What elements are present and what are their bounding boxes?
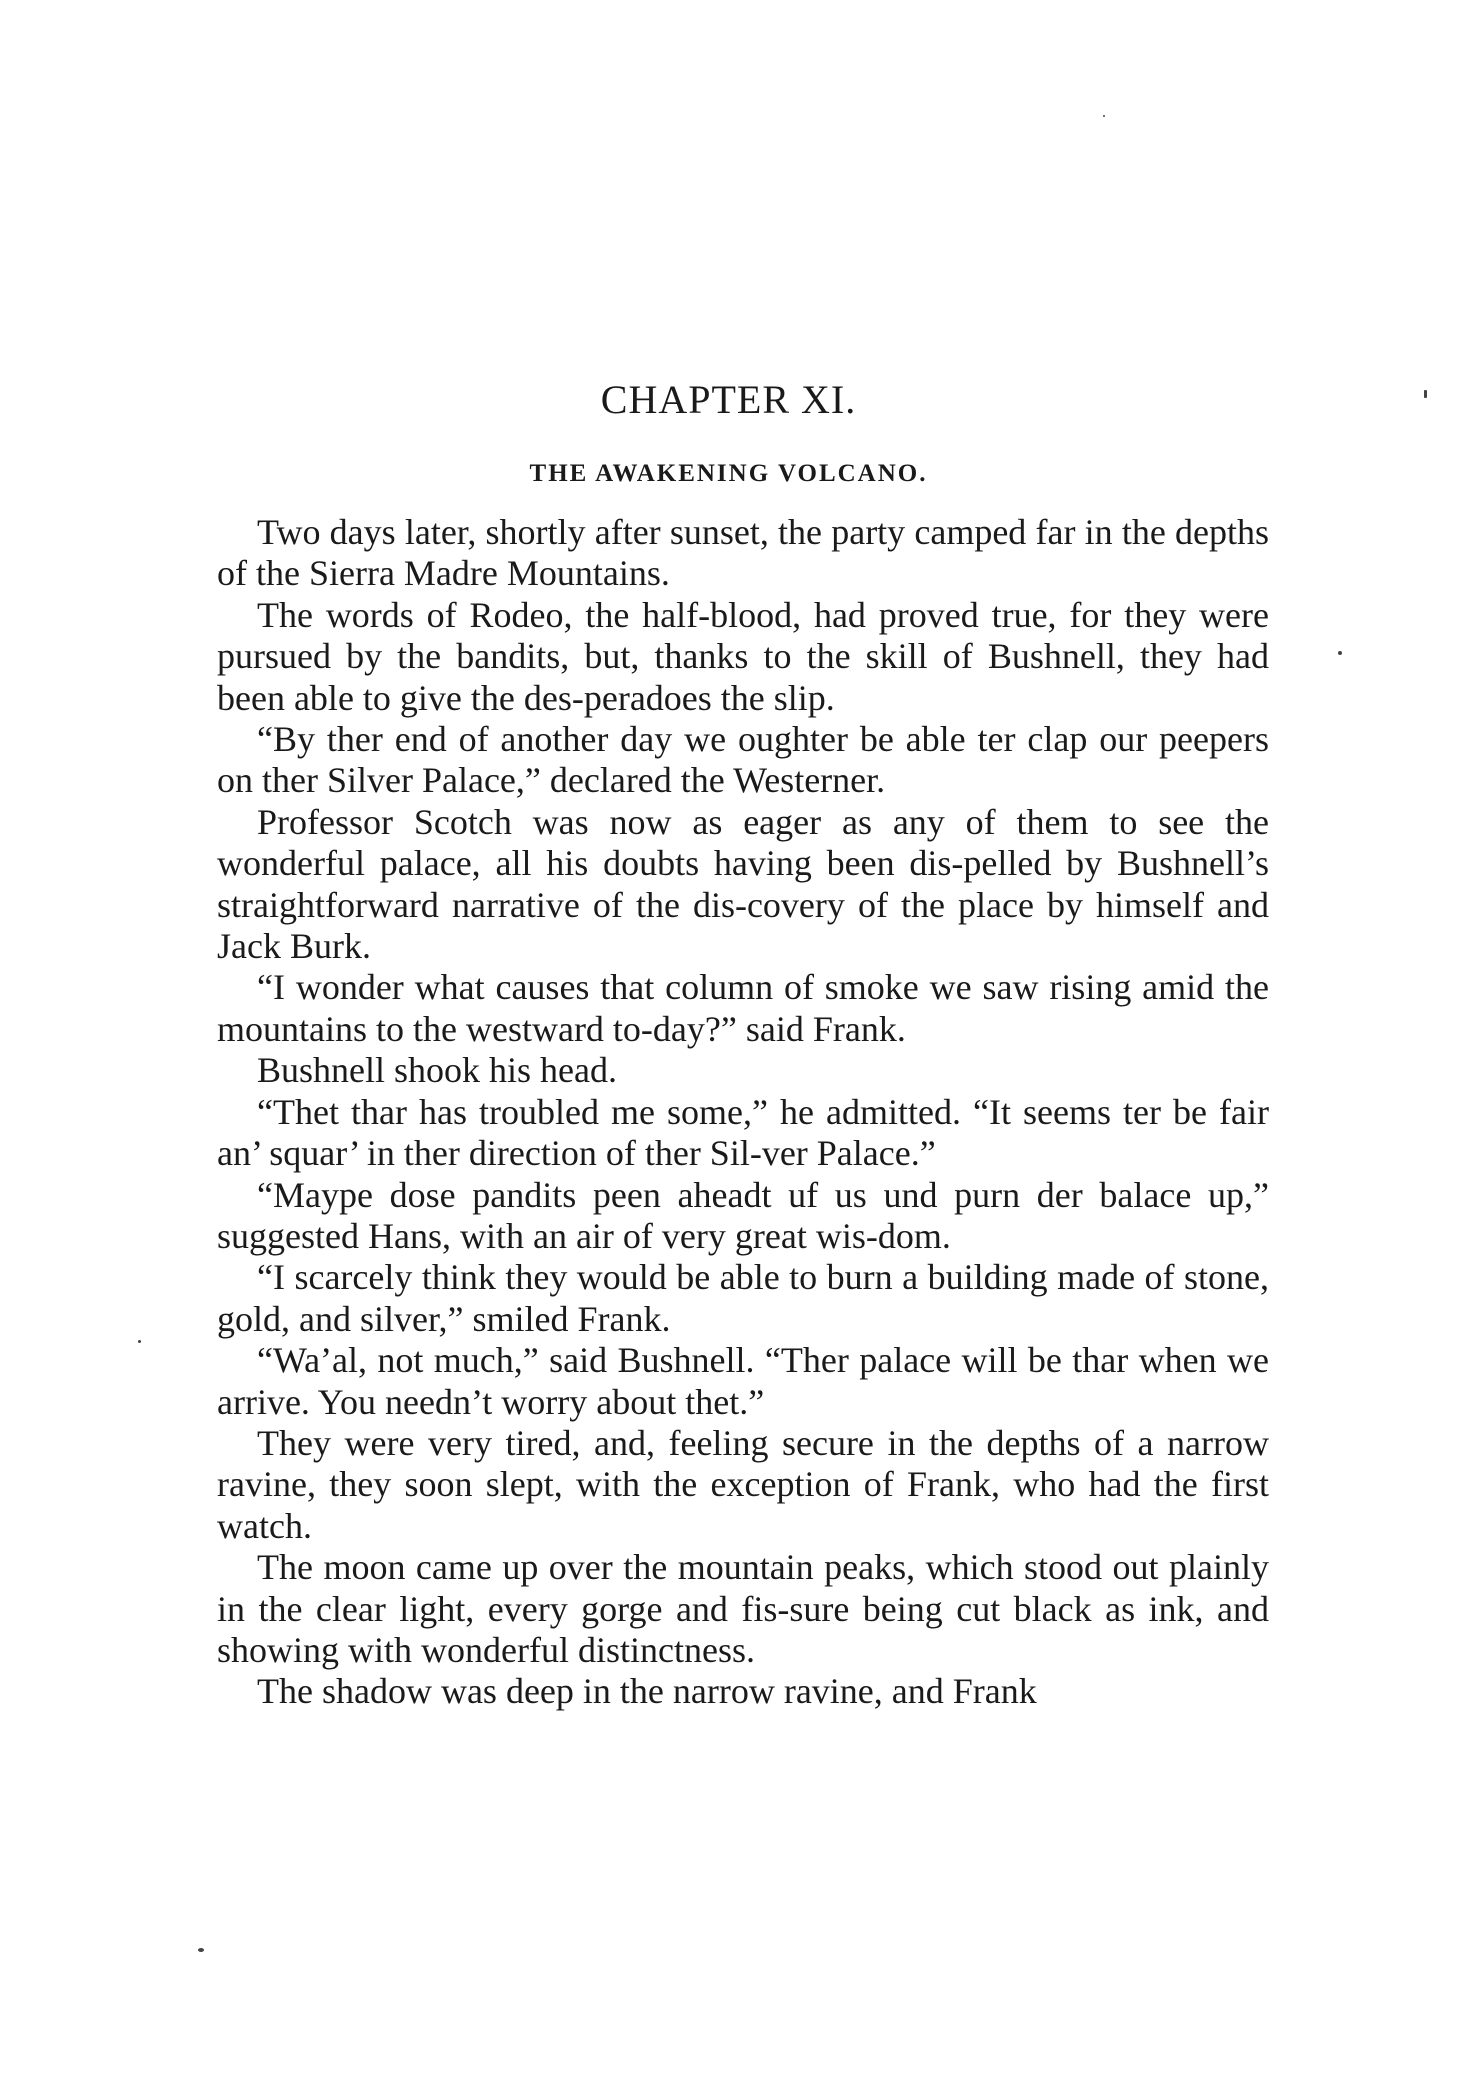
paragraph: The words of Rodeo, the half-blood, had proved true, for they were pursued by the bandits, but, thanks to the skill of Bushnell, they had been able to give the des-peradoes the slip. bbox=[217, 594, 1269, 718]
paragraph: “By ther end of another day we oughter be able ter clap our peepers on ther Silver Palace,” declared the Westerner. bbox=[217, 719, 1269, 801]
chapter-body bbox=[217, 512, 1269, 1713]
paragraph: “Wa’al, not much,” said Bushnell. “Ther palace will be thar when we arrive. You needn’t worry about thet.” bbox=[217, 1340, 1269, 1422]
paragraph: Two days later, shortly after sunset, the party camped far in the depths of the Sierra Madre Mountains. bbox=[217, 512, 1269, 594]
scan-speck bbox=[138, 1340, 141, 1343]
paragraph: Professor Scotch was now as eager as any of them to see the wonderful palace, all his doubts having been dis-pelled by Bushnell’s straightforward narrative of the dis-covery of the place by himself and Jack Burk. bbox=[217, 801, 1269, 967]
paragraph: The shadow was deep in the narrow ravine, and Frank bbox=[257, 1671, 1037, 1712]
chapter-subtitle: THE AWAKENING VOLCANO. bbox=[529, 460, 928, 487]
scan-speck bbox=[1424, 390, 1427, 398]
paragraph: “I wonder what causes that column of smoke we saw rising amid the mountains to the westward to-day?” said Frank. bbox=[217, 967, 1269, 1049]
paragraph: The moon came up over the mountain peaks, which stood out plainly in the clear light, every gorge and fis-sure being cut black as ink, and showing with wonderful distinctness. bbox=[217, 1547, 1269, 1670]
paragraph: They were very tired, and, feeling secure in the depths of a narrow ravine, they soon slept, with the exception of Frank, who had the first watch. bbox=[217, 1422, 1269, 1546]
paragraph: “Thet thar has troubled me some,” he admitted. “It seems ter be fair an’ squar’ in ther direction of ther Sil-ver Palace.” bbox=[217, 1091, 1269, 1174]
paragraph: “I scarcely think they would be able to burn a building made of stone, gold, and silver,” smiled Frank. bbox=[217, 1257, 1269, 1339]
scan-speck bbox=[1338, 651, 1342, 655]
paragraph: Bushnell shook his head. bbox=[257, 1050, 617, 1091]
scan-speck bbox=[1103, 115, 1105, 117]
chapter-title: CHAPTER XI. bbox=[600, 377, 857, 422]
scan-speck bbox=[198, 1948, 204, 1952]
paragraph: “Maype dose pandits peen aheadt uf us und purn der balace up,” suggested Hans, with an air of very great wis-dom. bbox=[217, 1174, 1269, 1256]
